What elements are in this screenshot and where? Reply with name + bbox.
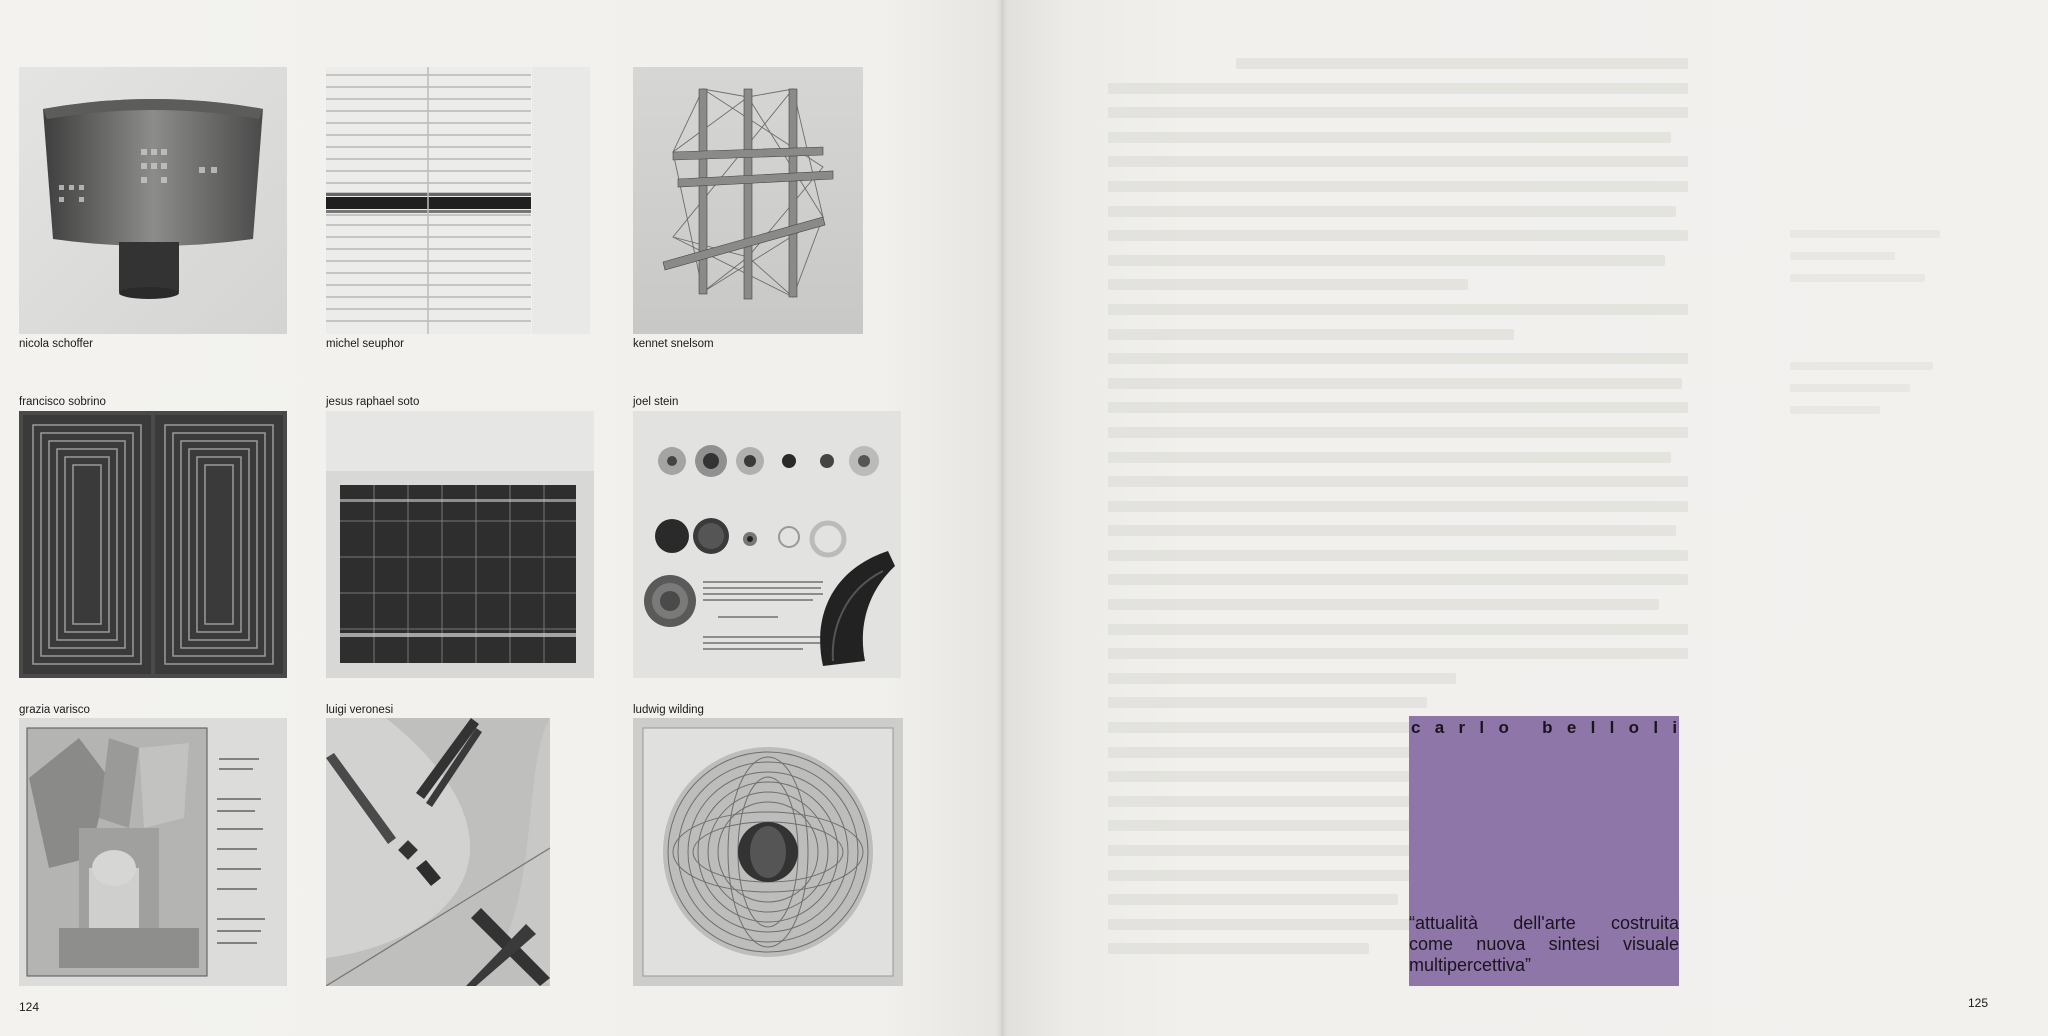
page-number-left: 124 <box>19 1000 40 1014</box>
artwork-seuphor-margin <box>532 67 590 334</box>
artwork-soto-image <box>326 411 594 678</box>
artwork-sobrino-image <box>19 411 287 678</box>
caption-varisco: grazia varisco <box>19 704 90 716</box>
caption-wilding: ludwig wilding <box>633 704 704 716</box>
artwork-seuphor-image <box>326 67 531 334</box>
caption-stein: joel stein <box>633 396 679 408</box>
artwork-schoffer-image <box>19 67 287 334</box>
caption-seuphor: michel seuphor <box>326 338 404 350</box>
caption-soto: jesus raphael soto <box>326 396 420 408</box>
quote-line-3: multipercettiva” <box>1409 955 1532 975</box>
artwork-snelsom-image <box>633 67 863 334</box>
artwork-varisco-image <box>19 718 287 986</box>
quote-line-2: come nuova sintesi visuale <box>1409 934 1679 954</box>
caption-veronesi: luigi veronesi <box>326 704 394 716</box>
artwork-stein-image <box>633 411 901 678</box>
artwork-veronesi-image <box>326 718 550 986</box>
caption-schoffer: nicola schoffer <box>19 338 93 350</box>
caption-sobrino: francisco sobrino <box>19 396 106 408</box>
show-through-texture-right <box>1790 230 1940 450</box>
artwork-wilding-image <box>633 718 903 986</box>
quote-line-1: “attualità dell'arte costruita <box>1409 913 1679 933</box>
caption-snelsom: kennet snelsom <box>633 338 714 350</box>
essay-title-quote <box>1409 913 1679 976</box>
book-gutter <box>996 0 1008 1036</box>
author-name: carlo belloli <box>1411 718 1692 737</box>
page-number-right: 125 <box>1968 996 1989 1010</box>
